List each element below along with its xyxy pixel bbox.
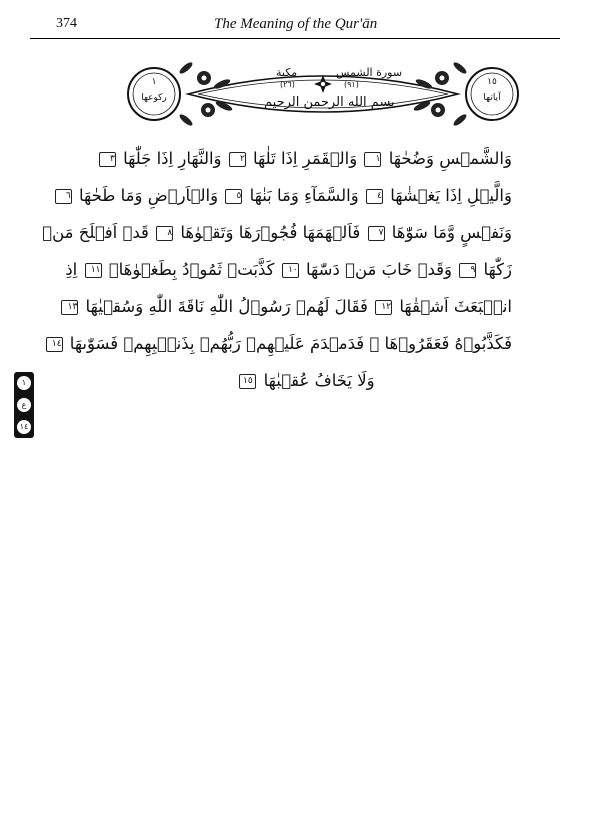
right-medallion-label: آياتها [483, 93, 501, 103]
verse-number-marker: ١٥ [239, 374, 256, 389]
verse-line [42, 214, 512, 251]
verse-text: فَكَذَّبُوۡهُ فَعَقَرُوۡهَا ۙ فَدَمۡدَمَ عَلَيۡهِمۡ رَبُّهُمۡ بِذَنۡۢبِهِمۡ فَسَوّٰٮهَا [69, 334, 512, 353]
ruku-marker-symbol: ع [17, 398, 31, 412]
verse-text: قَدۡ اَفۡلَحَ مَنۡ [42, 223, 149, 242]
verse-line [67, 288, 512, 325]
header-rule [30, 38, 560, 39]
verse-text: فَقَالَ لَهُمۡ رَسُوۡلُ اللّٰهِ نَاقَةَ اللّٰهِ وَسُقۡيٰهَا [85, 297, 368, 316]
verse-number-marker: ٧ [368, 226, 385, 241]
left-medallion-number: ١ [151, 77, 157, 87]
verse-line [65, 251, 512, 288]
surah-number: (٩١) [344, 80, 359, 89]
verse-number-marker: ١٠ [282, 263, 299, 278]
verse-line [65, 177, 512, 214]
right-medallion-number: ١٥ [487, 77, 497, 87]
ruku-marker-number: ١ [17, 376, 31, 390]
verse-number-marker: ٦ [55, 189, 72, 204]
verse-line [100, 140, 512, 177]
verse-number-marker: ٩ [459, 263, 476, 278]
verse-number-marker: ٨ [156, 226, 173, 241]
verse-number-marker: ٣ [99, 152, 116, 167]
running-head [56, 14, 560, 36]
verse-text: زَكّٰهَا [483, 260, 512, 279]
verse-text: اِذِ [65, 260, 78, 279]
verse-text: وَلَا يَخَافُ عُقۡبٰهَا [263, 371, 375, 390]
page-number: 374 [56, 16, 77, 31]
verse-text: كَذَّبَتۡ ثَمُوۡدُ بِطَغۡوٰهَاۤ [108, 260, 275, 279]
verse-number-marker: ١٣ [61, 300, 78, 315]
verse-text: وَالنَّهَارِ اِذَا جَلّٰهَا [123, 149, 222, 168]
book-title: The Meaning of the Qur'ān [214, 16, 378, 32]
verse-number-marker: ١٤ [46, 337, 63, 352]
left-medallion-label: ركوعها [141, 93, 167, 103]
verse-text: انۡۢبَعَثَ اَشۡقٰهَا [399, 297, 512, 316]
verse-number-marker: ١٢ [375, 300, 392, 315]
verse-text: فَاَلۡهَمَهَا فُجُوۡرَهَا وَتَقۡوٰهَا [180, 223, 361, 242]
verse-line [100, 362, 512, 399]
floral-ornament-frame [118, 54, 528, 134]
verse-number-marker: ٢ [229, 152, 246, 167]
ruku-marker [14, 372, 34, 438]
surah-header-ornament [118, 54, 528, 134]
verse-text: وَالسَّمَآءِ وَمَا بَنٰهَا [249, 186, 359, 205]
star-rosette-icon [314, 75, 332, 93]
surah-name: سورة الشمس [336, 66, 403, 79]
verse-number-marker: ٥ [225, 189, 242, 204]
verse-number-marker: ٤ [366, 189, 383, 204]
verse-number-marker: ١١ [85, 263, 102, 278]
ruku-marker-verses: ١٤ [17, 420, 31, 434]
bismillah: بسم الله الرحمن الرحيم [264, 95, 395, 110]
verse-text: وَالشَّمۡسِ وَضُحٰهَا [388, 149, 512, 168]
verse-text: وَالَّيۡلِ اِذَا يَغۡشٰهَا [390, 186, 512, 205]
verse-text: وَنَفۡسٍ وَّمَا سَوّٰهَا [391, 223, 512, 242]
verse-text: وَالۡاَرۡضِ وَمَا طَحٰهَا [78, 186, 219, 205]
verse-block [42, 140, 512, 399]
revelation-order: (٢٦) [280, 80, 295, 89]
verse-number-marker: ١ [364, 152, 381, 167]
verse-text: وَالۡقَمَرِ اِذَا تَلٰهَا [253, 149, 358, 168]
verse-line [51, 325, 512, 362]
verse-text: وَقَدۡ خَابَ مَنۡ دَسّٰهَا [306, 260, 453, 279]
revelation-place: مكية [276, 66, 298, 79]
